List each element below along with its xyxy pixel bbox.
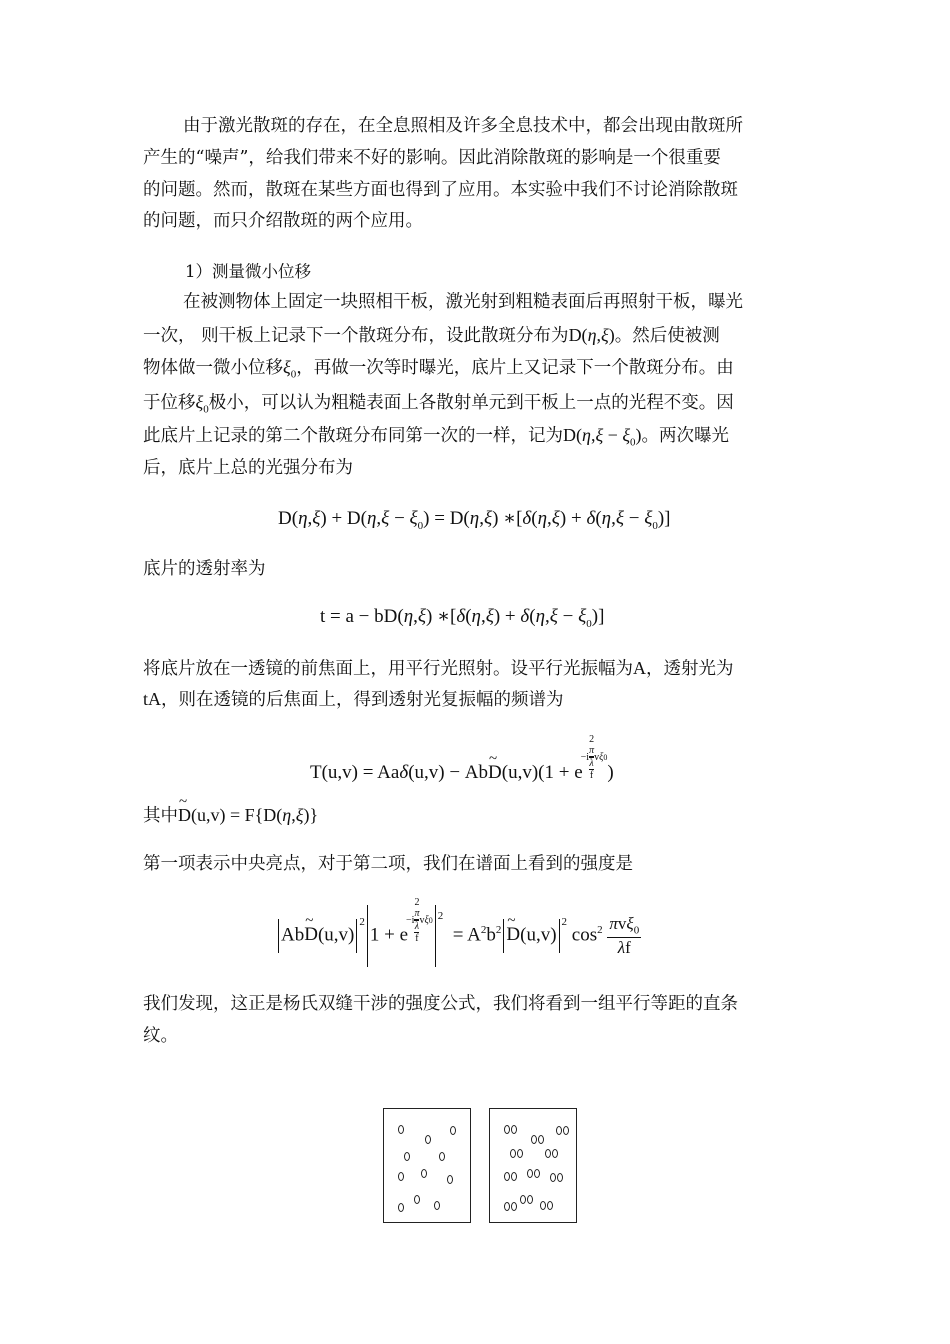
equation-transmittance: t = a − bD(η,ξ) ∗[δ(η,ξ) + $\delta(\eta,\xi - \xi_0)$] — [320, 606, 605, 630]
paragraph1-line2: 产生的“噪声”，给我们带来不好的影响。因此消除散斑的影响是一个很重要 — [143, 148, 721, 168]
speckle-dot — [552, 1149, 558, 1158]
transmittance-label: 底片的透射率为 — [143, 559, 266, 579]
speckle-figure-double — [489, 1108, 577, 1223]
speckle-dot — [510, 1149, 516, 1158]
equation-intensity: Ab~ $D(u,v)^21 + e-i$ 2 π λ f vξ0 $^2 = A^2b^2\sim$ $D(u,v)^2$ $\cos^2$ $\frac{\pi v\xi_0}{\lambda f}$ — [276, 905, 641, 969]
speckle-dot — [531, 1135, 537, 1144]
paragraph5-line2: 纹。 — [143, 1026, 178, 1046]
paragraph5-line1: 我们发现，这正是杨氏双缝干涉的强度公式，我们将看到一组平行等距的直条 — [143, 994, 738, 1014]
paragraph2-line5: 此底片上记录的第二个散斑分布同第一次的一样，记为$D(\eta,\xi - \xi_0)$。两次曝光 — [143, 425, 730, 449]
paragraph4: 第一项表示中央亮点，对于第二项，我们在谱面上看到的强度是 — [143, 854, 633, 874]
speckle-dot — [434, 1201, 440, 1210]
xi0-symbol: $\xi_0$ — [283, 357, 297, 381]
paragraph1-line1: 由于激光散斑的存在，在全息照相及许多全息技术中，都会出现由散斑所 — [183, 116, 743, 136]
speckle-dot — [563, 1126, 569, 1135]
speckle-dot — [404, 1152, 410, 1161]
paragraph3-line2: tA，则在透镜的后焦面上，得到透射光复振幅的频谱为 — [143, 689, 564, 710]
speckle-dot — [545, 1149, 551, 1158]
speckle-dot — [421, 1169, 427, 1178]
xi0-symbol: $\xi_0$ — [195, 392, 209, 416]
speckle-dot — [538, 1135, 544, 1144]
paragraph2-line3: 物体做一微小位移$\xi_0$，再做一次等时曝光，底片上又记录下一个散斑分布。由 — [143, 357, 734, 381]
speckle-dot — [414, 1195, 420, 1204]
speckle-dot — [511, 1125, 517, 1134]
paragraph2-line6: 后，底片上总的光强分布为 — [143, 458, 353, 478]
where-line: 其中~ D(u,v) = F{D(η,ξ)} — [143, 806, 803, 826]
speckle-dot — [504, 1202, 510, 1211]
speckle-dot — [504, 1125, 510, 1134]
speckle-dot — [517, 1149, 523, 1158]
speckle-dot — [450, 1126, 456, 1135]
D-eta-xi-formula: D(η,ξ) — [568, 325, 615, 345]
speckle-dot — [547, 1201, 553, 1210]
D-tilde-definition: ~ D(u,v) = F{D(η,ξ)} — [178, 805, 318, 825]
paragraph3-line1: 将底片放在一透镜的前焦面上，用平行光照射。设平行光振幅为A，透射光为 — [143, 658, 734, 679]
equation-total-intensity: $D(\eta,\xi) + D(\eta,\xi - \xi_0) = D(\eta,\xi)$ ∗[δ(η,ξ) + $\delta(\eta,\xi - \xi_0)$] — [278, 508, 671, 532]
paragraph2-line4: 于位移$\xi_0$极小，可以认为粗糙表面上各散射单元到干板上一点的光程不变。因 — [143, 392, 734, 416]
speckle-dot — [534, 1169, 540, 1178]
speckle-dot — [556, 1126, 562, 1135]
paragraph1-line3: 的问题。然而，散斑在某些方面也得到了应用。本实验中我们不讨论消除散斑 — [143, 180, 738, 200]
speckle-dot — [557, 1173, 563, 1182]
paragraph2-line1: 在被测物体上固定一块照相干板，激光射到粗糙表面后再照射干板，曝光 — [183, 292, 743, 312]
speckle-dot — [540, 1201, 546, 1210]
speckle-dot — [447, 1175, 453, 1184]
speckle-dot — [398, 1203, 404, 1212]
speckle-dot — [398, 1172, 404, 1181]
speckle-dot — [504, 1172, 510, 1181]
speckle-dot — [550, 1173, 556, 1182]
equation-spectrum: T(u,v) = Aaδ(u,v) − Ab~ D(u,v)(1 + e−i 2 π λ f vξ0) — [310, 752, 614, 799]
speckle-figure-single — [383, 1108, 471, 1223]
paragraph2-line2: 一次， 则干板上记录下一个散斑分布，设此散斑分布为D(η,ξ)。然后使被测 — [143, 325, 720, 346]
section-heading: 1）测量微小位移 — [185, 262, 311, 281]
speckle-dot — [439, 1152, 445, 1161]
speckle-dot — [520, 1195, 526, 1204]
speckle-dot — [511, 1202, 517, 1211]
D-shifted-formula: $D(\eta,\xi - \xi_0)$ — [563, 425, 642, 449]
paragraph1-line4: 的问题，而只介绍散斑的两个应用。 — [143, 211, 423, 231]
speckle-dot — [398, 1125, 404, 1134]
speckle-dot — [527, 1195, 533, 1204]
speckle-dot — [511, 1172, 517, 1181]
speckle-dot — [425, 1135, 431, 1144]
speckle-dot — [527, 1169, 533, 1178]
